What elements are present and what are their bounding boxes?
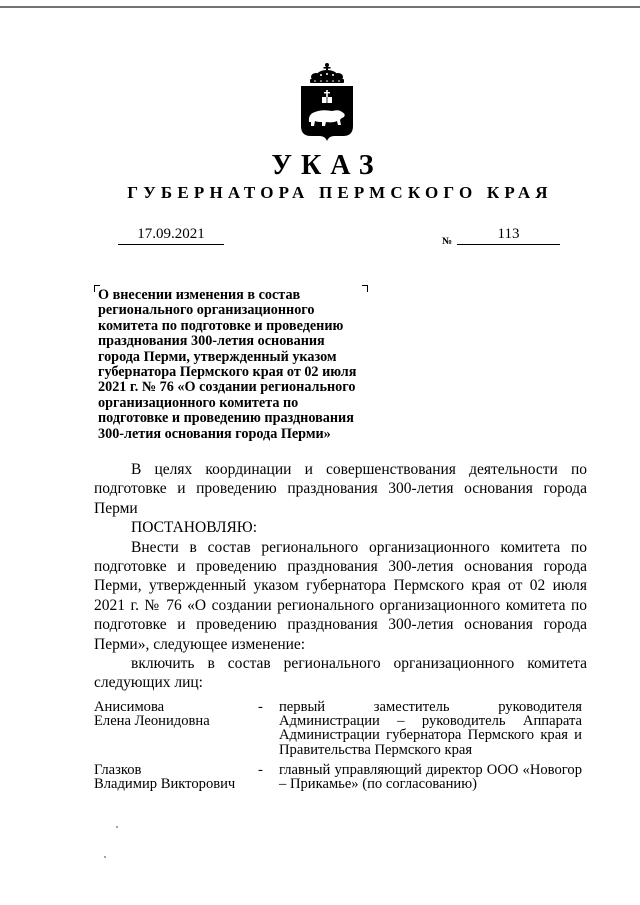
body-paragraph-resolve: ПОСТАНОВЛЯЮ: xyxy=(131,519,258,537)
document-subtitle: ГУБЕРНАТОРА ПЕРМСКОГО КРАЯ xyxy=(127,183,553,202)
document-title: УКАЗ xyxy=(271,150,383,181)
member-name xyxy=(94,700,258,757)
body-paragraph-include: включить в состав регионального организационного комитета следующих лиц: xyxy=(94,655,587,692)
decree-body xyxy=(94,460,587,693)
member-dash: - xyxy=(258,762,263,778)
decree-date: 17.09.2021 xyxy=(118,226,224,245)
scan-speck xyxy=(104,856,106,858)
member-list-continued xyxy=(94,763,587,791)
member-given-names: Владимир Викторович xyxy=(94,776,236,793)
decree-subject: О внесении изменения в состав регионального организационного комитета по подготовке и проведению празднования 300-летия основания города Перми, утвержденный указом губернатора Пермского края от 02 июля 2021 г. № 76 «О создании регионального организационного комитета по подготовке и проведению празднования 300-летия основания города Перми» xyxy=(98,287,357,442)
member-given-names: Елена Леонидовна xyxy=(94,713,210,730)
scan-speck xyxy=(116,826,118,828)
scan-top-edge xyxy=(0,6,640,8)
member-row xyxy=(94,700,587,757)
member-role: главный управляющий директор ООО «Новогор – Прикамье» (по согласованию) xyxy=(279,762,582,793)
perm-krai-coat-of-arms-icon xyxy=(296,62,358,142)
body-paragraph-amendment: Внести в состав регионального организационного комитета по подготовке и проведению празднования 300-летия основания города Перми, утвержденный указом губернатора Пермского края от 02 июля 2021 г. № 76 «О создании регионального организационного комитета по подготовке и проведению празднования 300-летия основания города Перми», следующее изменение: xyxy=(94,538,587,653)
member-surname: Анисимова xyxy=(94,699,165,715)
decree-number-label: № xyxy=(442,236,453,247)
member-name xyxy=(94,763,258,791)
member-dash: - xyxy=(258,699,263,715)
member-list xyxy=(94,700,587,757)
member-surname: Глазков xyxy=(94,762,142,778)
decree-number: 113 xyxy=(457,226,560,245)
body-paragraph-purpose: В целях координации и совершенствования деятельности по подготовке и проведению празднования 300-летия основания города Перми xyxy=(94,461,587,517)
member-row xyxy=(94,763,587,791)
member-role: первый заместитель руководителя Администрации – руководитель Аппарата Администрации губернатора Пермского края и Правительства Пермского края xyxy=(279,699,582,758)
